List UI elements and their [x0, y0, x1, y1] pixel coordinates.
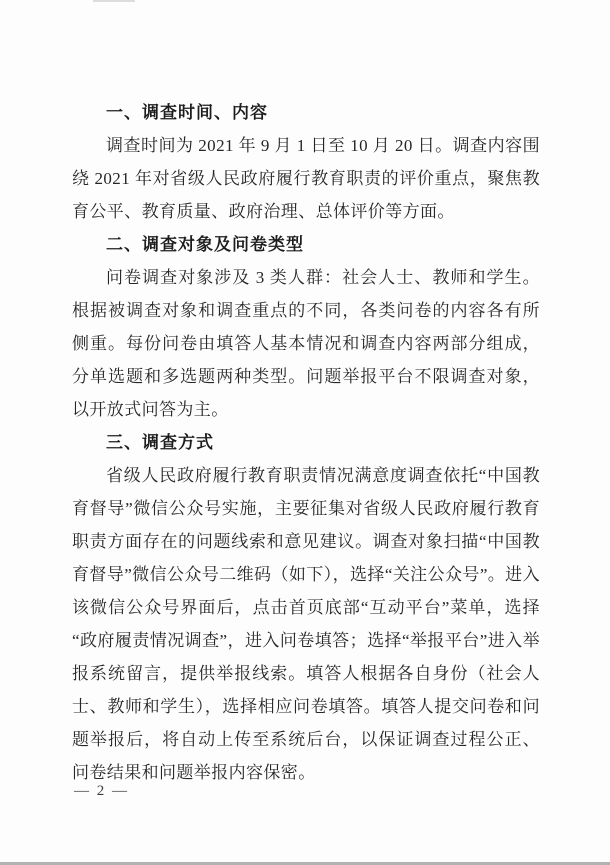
section-survey-method — [72, 426, 540, 789]
section-heading: 三、调查方式 — [106, 433, 214, 452]
section-heading: 二、调查对象及问卷类型 — [106, 235, 304, 254]
document-body — [72, 96, 540, 789]
paragraph: 省级人民政府履行教育职责情况满意度调查依托“中国教育督导”微信公众号实施，主要征集对省级人民政府履行教育职责方面存在的问题线索和意见建议。调查对象扫描“中国教育督导”微信公众号二维码（如下），选择“关注公众号”。进入该微信公众号界面后，点击首页底部“互动平台”菜单，选择“政府履责情况调查”，进入问卷填答；选择“举报平台”进入举报系统留言，提供举报线索。填答人根据各自身份（社会人士、教师和学生），选择相应问卷填答。填答人提交问卷和问题举报后，将自动上传至系统后台，以保证调查过程公正、问卷结果和问题举报内容保密。 — [72, 466, 540, 782]
scan-artifact — [93, 0, 135, 2]
paragraph: 问卷调查对象涉及 3 类人群：社会人士、教师和学生。根据被调查对象和调查重点的不同，各类问卷的内容各有所侧重。每份问卷由填答人基本情况和调查内容两部分组成，分单选题和多选题两种类型。问题举报平台不限调查对象，以开放式问答为主。 — [72, 268, 540, 419]
section-survey-targets — [72, 228, 540, 426]
section-survey-time-content — [72, 96, 540, 228]
section-heading: 一、调查时间、内容 — [106, 103, 268, 122]
page-number: — 2 — — [74, 783, 129, 799]
paragraph: 调查时间为 2021 年 9 月 1 日至 10 月 20 日。调查内容围绕 2021 年对省级人民政府履行教育职责的评价重点，聚焦教育公平、教育质量、政府治理、总体评价等方面。 — [72, 136, 540, 221]
page-footer — [74, 781, 129, 801]
